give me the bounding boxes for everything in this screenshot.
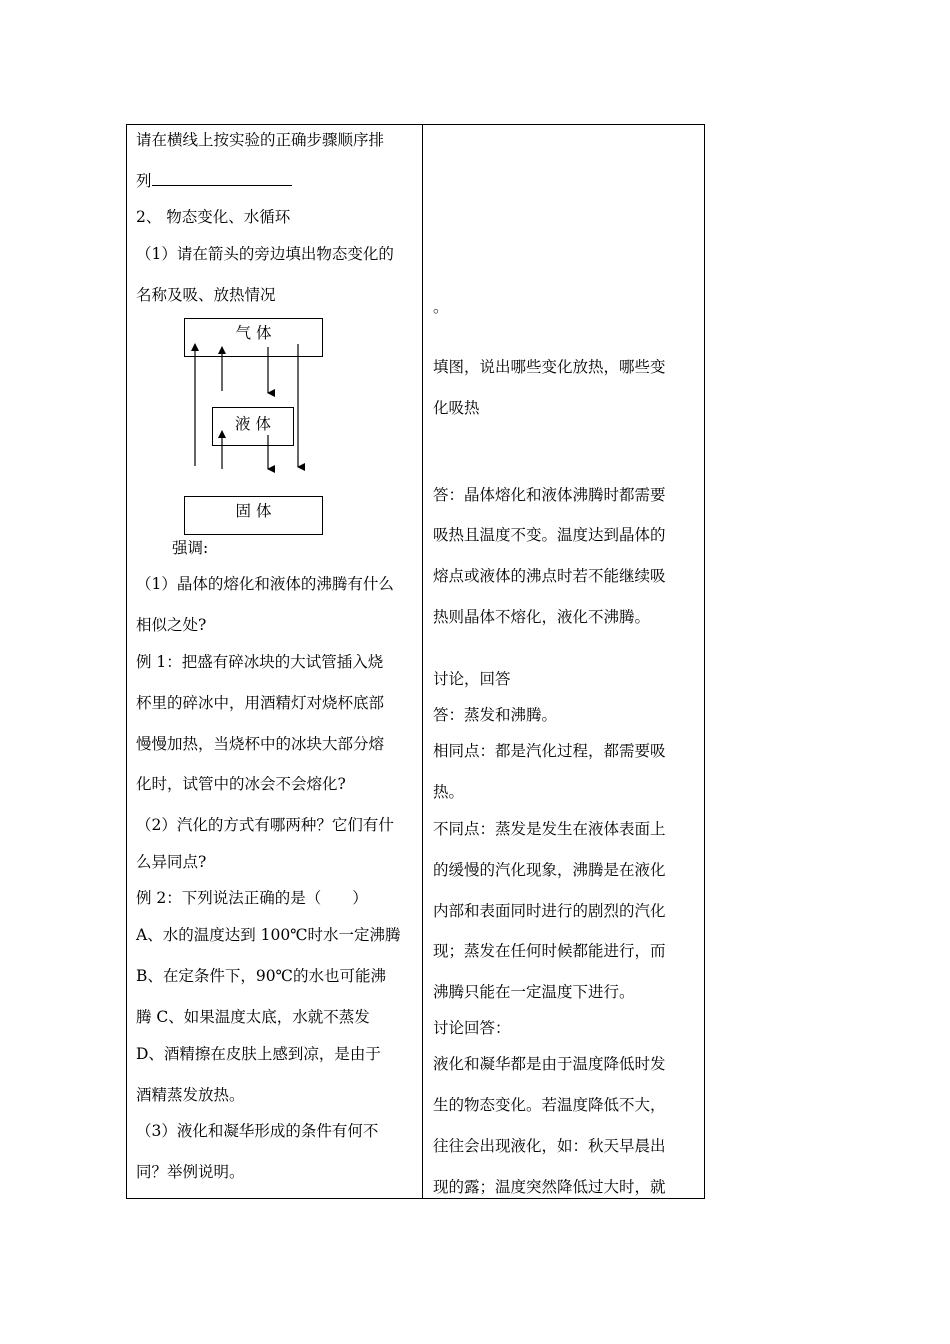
left-line: D、酒精擦在皮肤上感到凉，是由于 bbox=[136, 1045, 381, 1063]
right-line: 讨论回答： bbox=[433, 1019, 511, 1037]
left-line: （1）晶体的熔化和液体的沸腾有什么 bbox=[136, 575, 394, 593]
left-line-text: 列 bbox=[136, 172, 152, 190]
right-line: 答：晶体熔化和液体沸腾时都需要 bbox=[433, 486, 666, 504]
left-line: 腾 C、如果温度太底，水就不蒸发 bbox=[136, 1008, 370, 1026]
right-line: 热则晶体不熔化，液化不沸腾。 bbox=[433, 608, 651, 626]
right-line: 沸腾只能在一定温度下进行。 bbox=[433, 983, 635, 1001]
right-line: 热。 bbox=[433, 783, 465, 801]
right-line: 熔点或液体的沸点时若不能继续吸 bbox=[433, 567, 666, 585]
right-line: 现的露；温度突然降低过大时，就 bbox=[433, 1178, 666, 1196]
solid-label: 固 体 bbox=[235, 502, 272, 520]
phase-arrows bbox=[127, 125, 422, 555]
left-line: 例 2：下列说法正确的是（ ） bbox=[136, 889, 368, 907]
right-line: 生的物态变化。若温度降低不大， bbox=[433, 1096, 666, 1114]
left-line: 酒精蒸发放热。 bbox=[136, 1086, 245, 1104]
right-line: 现；蒸发在任何时候都能进行，而 bbox=[433, 942, 666, 960]
right-line: 化吸热 bbox=[433, 399, 480, 417]
left-line: （3）液化和凝华形成的条件有何不 bbox=[136, 1122, 379, 1140]
left-line: 化时，试管中的冰会不会熔化? bbox=[136, 775, 346, 793]
column-divider bbox=[422, 125, 423, 1198]
left-line: 相似之处? bbox=[136, 616, 207, 634]
right-line: 。 bbox=[433, 298, 449, 316]
left-line: 么异同点? bbox=[136, 853, 207, 871]
left-line: （2）汽化的方式有哪两种？它们有什 bbox=[136, 816, 394, 834]
left-line: 慢慢加热，当烧杯中的冰块大部分熔 bbox=[136, 735, 385, 753]
left-line: 2、 物态变化、水循环 bbox=[136, 208, 291, 226]
right-line: 内部和表面同时进行的剧烈的汽化 bbox=[433, 902, 666, 920]
right-line: 讨论，回答 bbox=[433, 670, 511, 688]
left-line: 请在横线上按实验的正确步骤顺序排 bbox=[136, 131, 385, 149]
left-line: 同？举例说明。 bbox=[136, 1163, 245, 1181]
right-line: 液化和凝华都是由于温度降低时发 bbox=[433, 1055, 666, 1073]
left-line: A、水的温度达到 100℃时水一定沸腾 bbox=[136, 926, 401, 944]
right-line: 的缓慢的汽化现象，沸腾是在液化 bbox=[433, 861, 666, 879]
right-line: 吸热且温度不变。温度达到晶体的 bbox=[433, 526, 666, 544]
left-line: （1）请在箭头的旁边填出物态变化的 bbox=[136, 245, 394, 263]
left-line: 名称及吸、放热情况 bbox=[136, 286, 276, 304]
left-line: 例 1：把盛有碎冰块的大试管插入烧 bbox=[136, 653, 384, 671]
content-table bbox=[126, 124, 705, 1199]
liquid-label: 液 体 bbox=[235, 415, 271, 433]
left-line: B、在定条件下，90℃的水也可能沸 bbox=[136, 967, 386, 985]
right-line: 答：蒸发和沸腾。 bbox=[433, 706, 558, 724]
left-line: 杯里的碎冰中，用酒精灯对烧杯底部 bbox=[136, 694, 385, 712]
right-line: 相同点：都是汽化过程，都需要吸 bbox=[433, 742, 666, 760]
left-line: 强调: bbox=[172, 539, 209, 557]
gas-label: 气 体 bbox=[235, 324, 272, 342]
right-line: 填图，说出哪些变化放热，哪些变 bbox=[433, 358, 666, 376]
right-line: 往往会出现液化，如：秋天早晨出 bbox=[433, 1137, 666, 1155]
right-line: 不同点：蒸发是发生在液体表面上 bbox=[433, 820, 666, 838]
